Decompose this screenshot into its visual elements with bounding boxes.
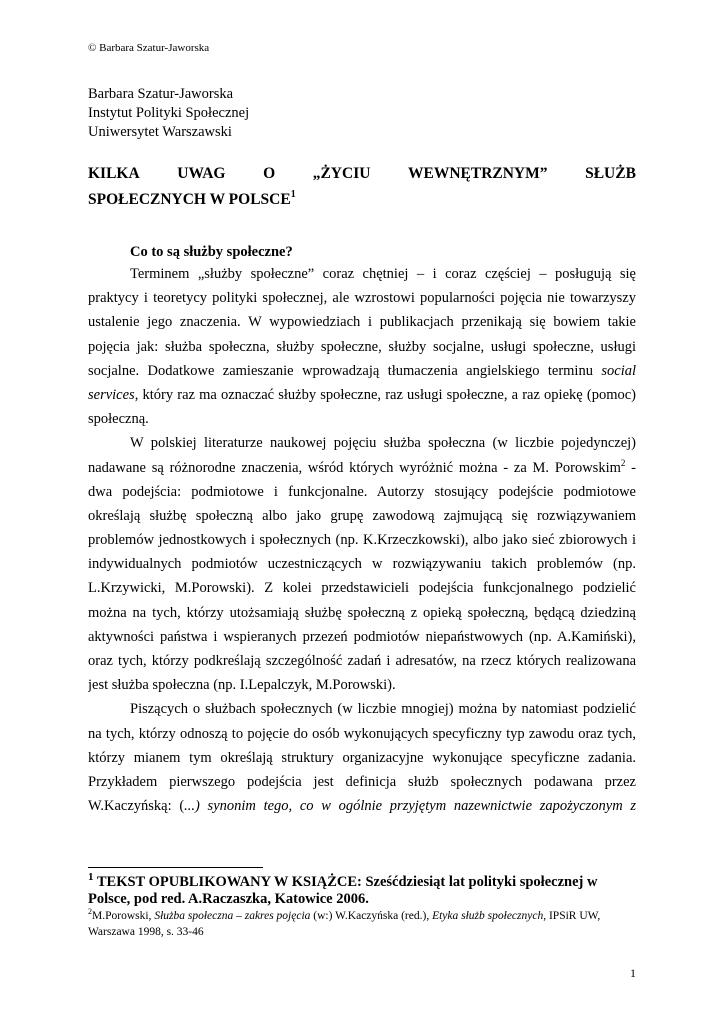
footnote-text: M.Porowski, xyxy=(92,910,155,922)
body-line: Przykładem pierwszego podejścia jest definicja służb społecznych podawana przez xyxy=(88,773,636,790)
title-word: O xyxy=(263,165,276,182)
footnote-number: 1 xyxy=(88,871,94,884)
body-line: ustalenie jego znaczenia. W wypowiedziach i publikacjach przenikają się bowiem takie xyxy=(88,314,636,331)
document-title-line-1 xyxy=(88,165,636,183)
body-line: praktycy i teoretycy polityki społecznej, ale wzrostowi popularności pojęcia nie towarzyszy xyxy=(88,290,636,307)
author-name: Barbara Szatur-Jaworska xyxy=(88,86,234,102)
body-line: na tych, którzy odnoszą to pojęcie do osób wykonujących specyficzny typ zawodu oraz tych, xyxy=(88,725,636,742)
footnote-number: 2 xyxy=(88,907,92,917)
text-run: nadawane są różnorodne znaczenia, wśród których wyróżnić można - za M. Porowskim xyxy=(88,459,621,476)
body-line: W polskiej literaturze naukowej pojęciu służba społeczna (w liczbie pojedynczej) xyxy=(130,435,636,452)
title-word: KILKA xyxy=(88,165,140,182)
body-line: dwa podejścia: podmiotowe i funkcjonalne. Autorzy stosujący podejście podmiotowe xyxy=(88,483,636,500)
italic-quote: ...) synonim tego, co w ogólnie przyjętym nazewnictwie zapożyczonym z xyxy=(184,798,636,815)
footnote-italic: Etyka służb społecznych xyxy=(432,910,544,922)
body-line xyxy=(88,359,636,383)
footnote-1 xyxy=(88,871,636,908)
body-line: pojęcia jak: służba społeczna, służby społeczne, służby socjalne, usługi społeczne, usługi xyxy=(88,338,636,355)
body-line: można na tych, którzy utożsamiają służbę społeczną z opieką społeczną, będącą dziedziną xyxy=(88,604,636,621)
text-run: W.Kaczyńską: ( xyxy=(88,798,185,815)
section-heading: Co to są służby społeczne? xyxy=(130,244,293,260)
author-block xyxy=(88,85,249,142)
body-line xyxy=(88,794,636,818)
footnote-italic: Służba społeczna – zakres pojęcia xyxy=(154,910,311,922)
title-footnote-ref[interactable]: 1 xyxy=(290,189,296,200)
footnote-text: , IPSiR UW, Warszawa 1998, s. 33-46 xyxy=(88,910,601,938)
text-run: socjalne. Dodatkowe zamieszanie wprowadzają tłumaczenia angielskiego terminu xyxy=(88,362,593,379)
author-university: Uniwersytet Warszawski xyxy=(88,124,232,140)
document-title-line-2 xyxy=(88,190,636,209)
title-word: „ŻYCIU xyxy=(312,165,371,182)
body-line: problemów jednostkowych i społecznych (np. K.Krzeczkowski), albo jako sieć zbiorowych i xyxy=(88,532,636,549)
body-line: jest służba społeczna (np. I.Lepalczyk, M.Porowski). xyxy=(88,677,396,694)
page-header-copyright: © Barbara Szatur-Jaworska xyxy=(88,42,210,54)
title-word: WEWNĘTRZNYM” xyxy=(408,165,548,182)
body-line: oraz tych, którzy podkreślają szczególność zadań i adresatów, na rzecz których realizowana xyxy=(88,653,636,669)
text-run: - xyxy=(625,459,636,476)
body-line: L.Krzywicki, M.Porowski). Z kolei przedstawicieli podejścia funkcjonalnego podzielić xyxy=(88,580,636,597)
body-line xyxy=(88,456,636,480)
footnote-separator xyxy=(88,867,263,868)
title-word: UWAG xyxy=(177,165,226,182)
footnote-ref-2[interactable]: 2 xyxy=(620,457,626,468)
body-line: aktywności państwa i wspieranych przezeń podmiotów niepaństwowych (np. A.Kamiński), xyxy=(88,628,636,645)
body-text xyxy=(88,262,636,818)
italic-term: services xyxy=(88,386,135,403)
author-institute: Instytut Polityki Społecznej xyxy=(88,105,250,121)
italic-term: social xyxy=(601,362,636,379)
body-line: określają służbę społeczną albo jako grupę zawodową zajmującą się rozwiązywaniem xyxy=(88,507,636,524)
text-run: , który raz ma oznaczać służby społeczne, raz usługi społeczne, a raz opiekę (pomoc) xyxy=(134,386,636,403)
body-line: Piszących o służbach społecznych (w liczbie mnogiej) można by natomiast podzielić xyxy=(130,701,636,718)
page-number: 1 xyxy=(630,966,636,980)
body-line: którzy mianem tym określają struktury organizacyjne wykonujące specyficzne zadania. xyxy=(88,749,636,766)
footnote-2 xyxy=(88,908,636,940)
body-line: indywidualnych podmiotów uczestniczących w rozwiązywaniu takich problemów (np. xyxy=(88,556,636,573)
footnote-text: (w:) W.Kaczyńska (red.), xyxy=(310,910,433,922)
title-text: SPOŁECZNYCH W POLSCE xyxy=(88,191,291,209)
body-line: Terminem „służby społeczne” coraz chętniej – i coraz częściej – posługują się xyxy=(130,266,636,282)
title-word: SŁUŻB xyxy=(585,165,636,182)
body-line: społeczną. xyxy=(88,411,149,428)
body-line xyxy=(88,383,636,407)
footnote-text: TEKST OPUBLIKOWANY W KSIĄŻCE: Sześćdziesiąt lat polityki społecznej w Polsce, pod red. A.Raczaszka, Katowice 2006. xyxy=(88,874,598,907)
